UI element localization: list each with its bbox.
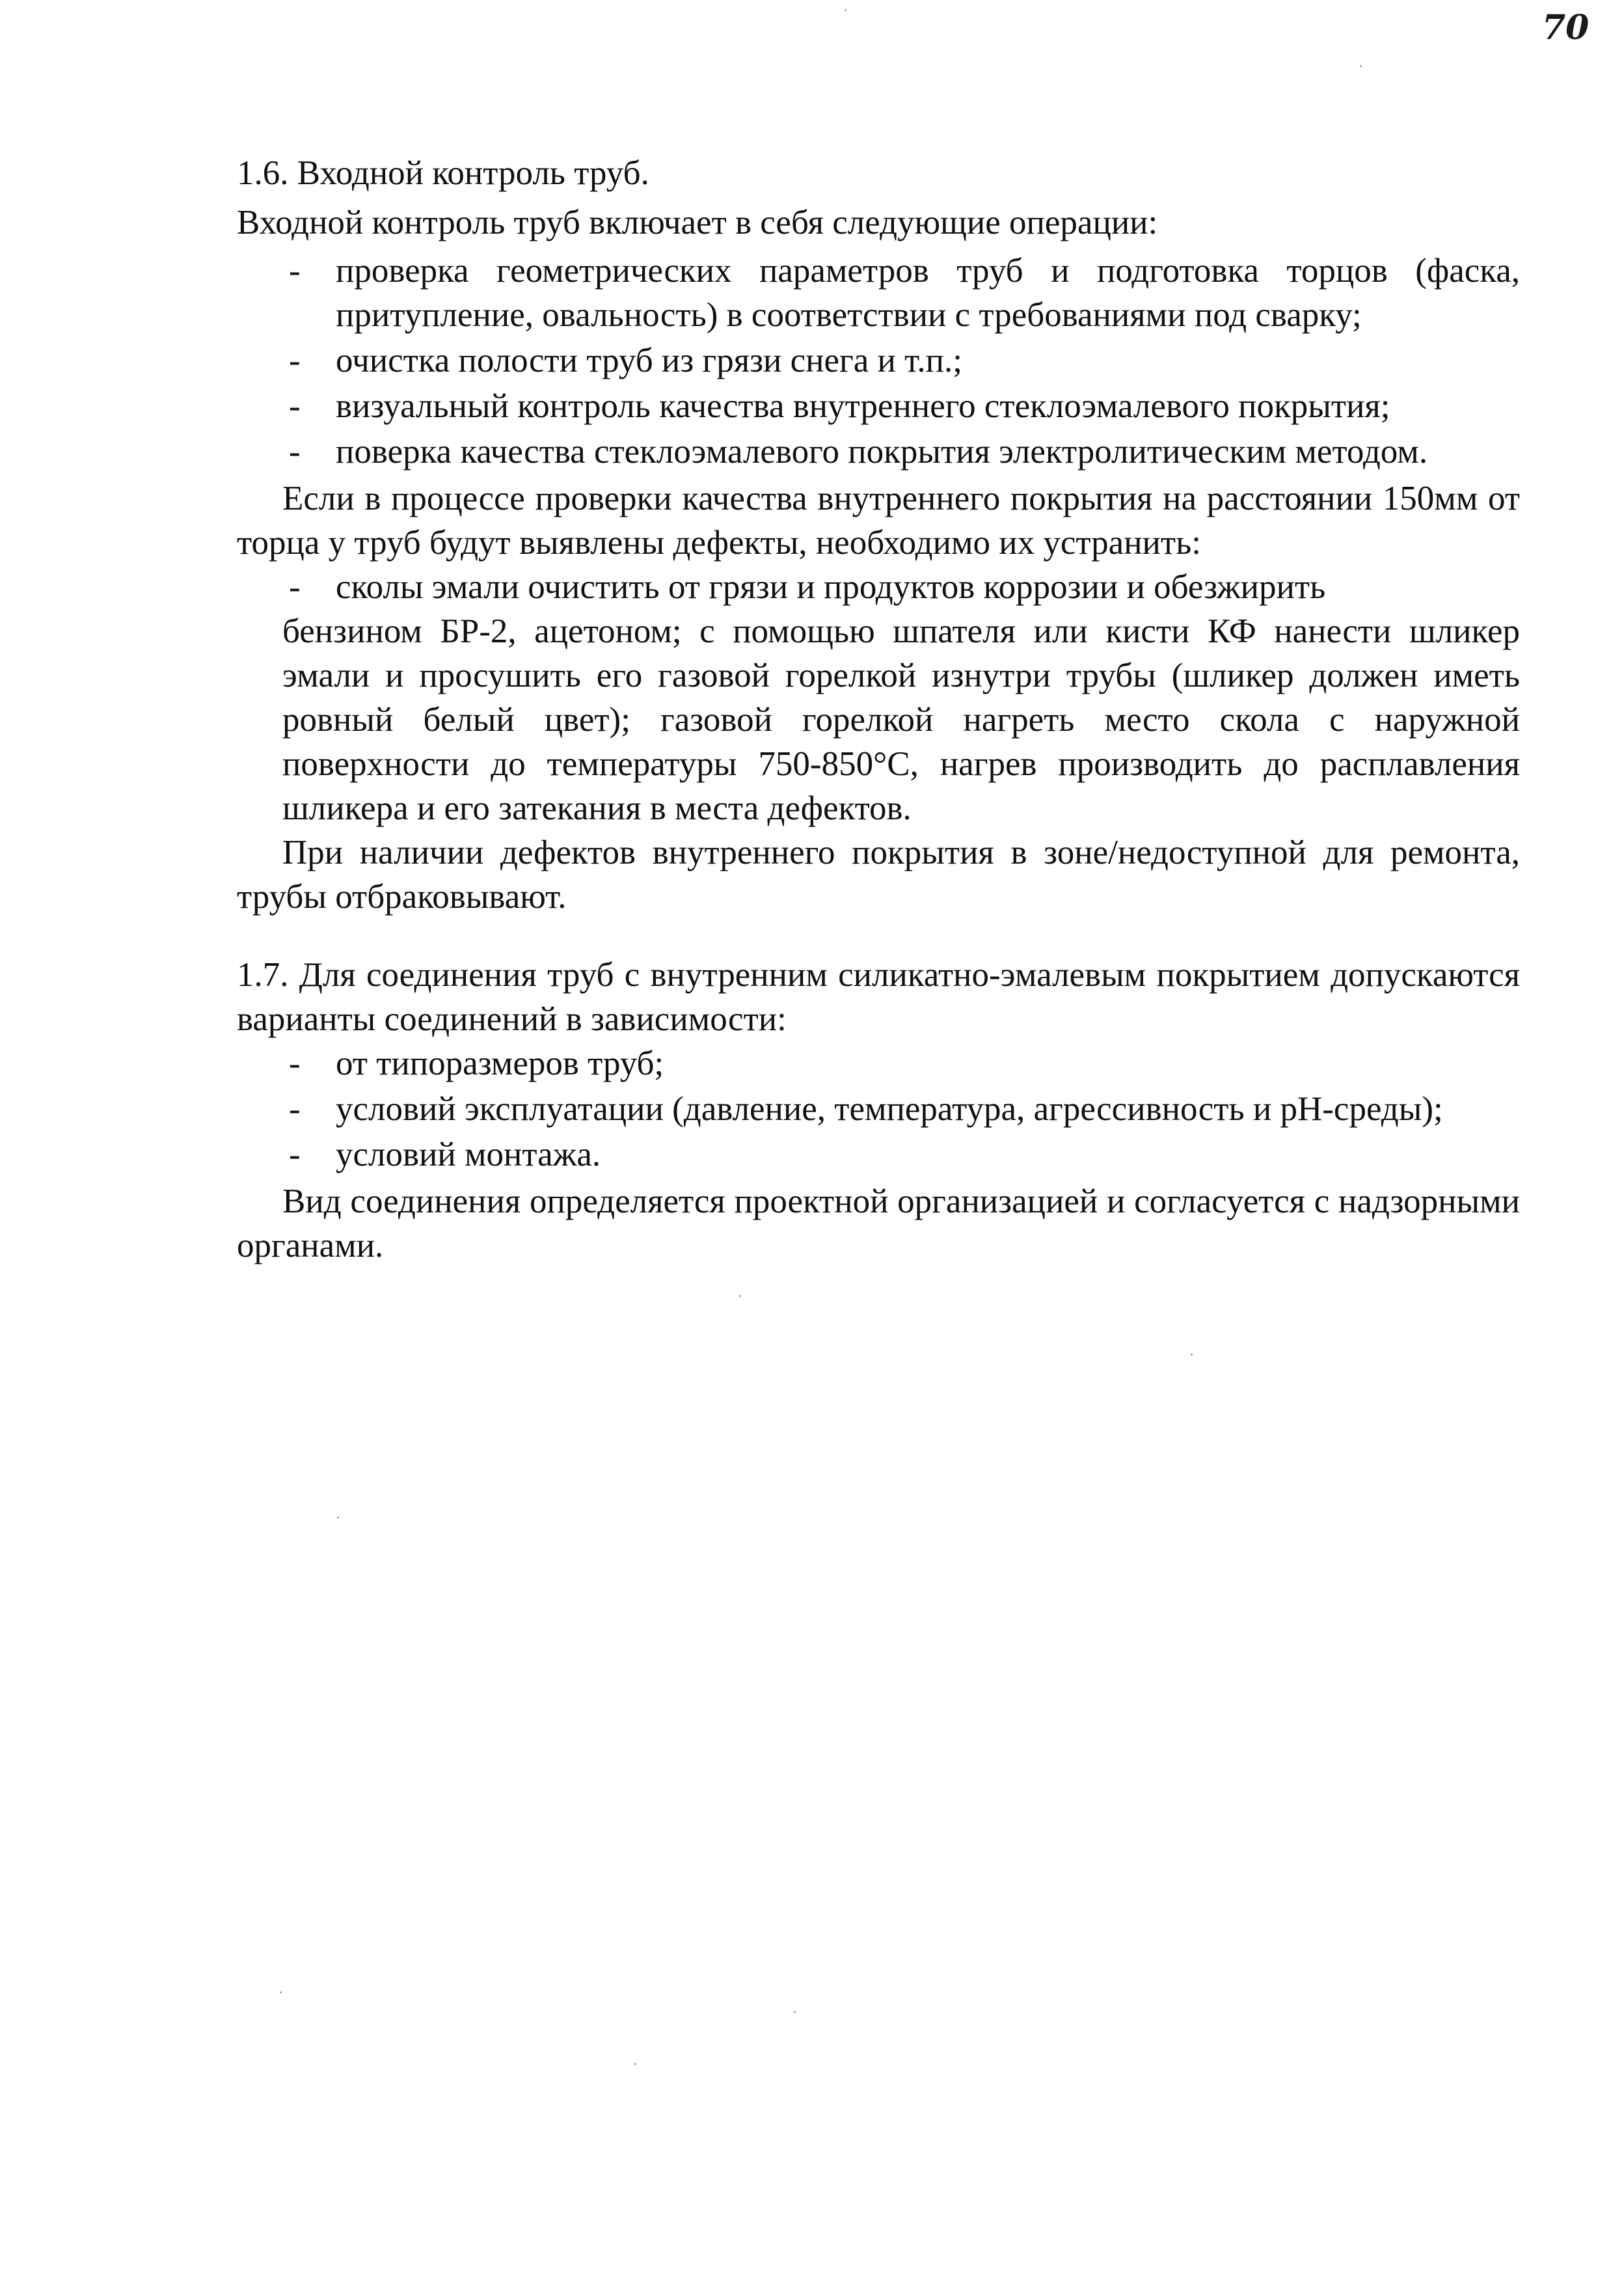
document-body (237, 151, 1520, 1268)
scan-speck (1191, 1354, 1193, 1356)
section-1-7 (237, 953, 1520, 1268)
list-item: - визуальный контроль качества внутреннего стеклоэмалевого покрытия; (237, 384, 1520, 428)
scan-speck (337, 1516, 339, 1518)
section-intro: Входной контроль труб включает в себя следующие операции: (237, 204, 1158, 241)
scan-speck (739, 1295, 741, 1297)
page-number: 70 (1542, 8, 1590, 48)
section-1-6 (237, 151, 1520, 919)
scan-speck (1360, 65, 1362, 67)
defects-paragraph: Если в процессе проверки качества внутреннего покрытия на расстоянии 150мм от торца у труб будут выявлены дефекты, необходимо их устранить: (237, 480, 1520, 562)
section-gap (237, 919, 1520, 953)
conditions-list (237, 1041, 1520, 1177)
remedy-item (237, 565, 1520, 830)
list-item: - очистка полости труб из грязи снега и т.п.; (237, 338, 1520, 383)
list-item: - от типоразмеров труб; (237, 1041, 1520, 1086)
list-item: - проверка геометрических параметров труб и подготовка торцов (фаска, притупление, овальность) в соответствии с требованиями под сварку; (237, 249, 1520, 337)
dash-marker: - (289, 568, 301, 606)
scan-speck (634, 2063, 636, 2065)
operations-list (237, 249, 1520, 474)
scan-speck (280, 1991, 282, 1993)
closing-paragraph: Вид соединения определяется проектной организацией и согласуется с надзорными органами. (237, 1183, 1520, 1265)
scan-speck (794, 2011, 796, 2013)
list-item: - условий эксплуатации (давление, температура, агрессивность и рН-среды); (237, 1087, 1520, 1131)
remedy-first-line (237, 565, 1520, 609)
list-item: - условий монтажа. (237, 1132, 1520, 1177)
section-heading-paragraph: 1.7. Для соединения труб с внутренним силикатно-эмалевым покрытием допускаются варианты соединений в зависимости: (237, 956, 1520, 1038)
scan-speck (845, 9, 846, 11)
list-item: - поверка качества стеклоэмалевого покрытия электролитическим методом. (237, 430, 1520, 474)
reject-paragraph: При наличии дефектов внутреннего покрытия в зоне/недоступной для ремонта, трубы отбраковывают. (237, 834, 1520, 916)
remedy-first-text: сколы эмали очистить от грязи и продуктов коррозии и обезжирить (336, 568, 1326, 606)
section-heading: 1.6. Входной контроль труб. (237, 154, 649, 192)
remedy-rest: бензином БР-2, ацетоном; с помощью шпателя или кисти КФ нанести шликер эмали и просушить его газовой горелкой изнутри трубы (шликер должен иметь ровный белый цвет); газовой горелкой нагреть место скола с наружной поверхности до температуры 750-850°С, нагрев производить до расплавления шликера и его затекания в места дефектов. (282, 612, 1520, 827)
